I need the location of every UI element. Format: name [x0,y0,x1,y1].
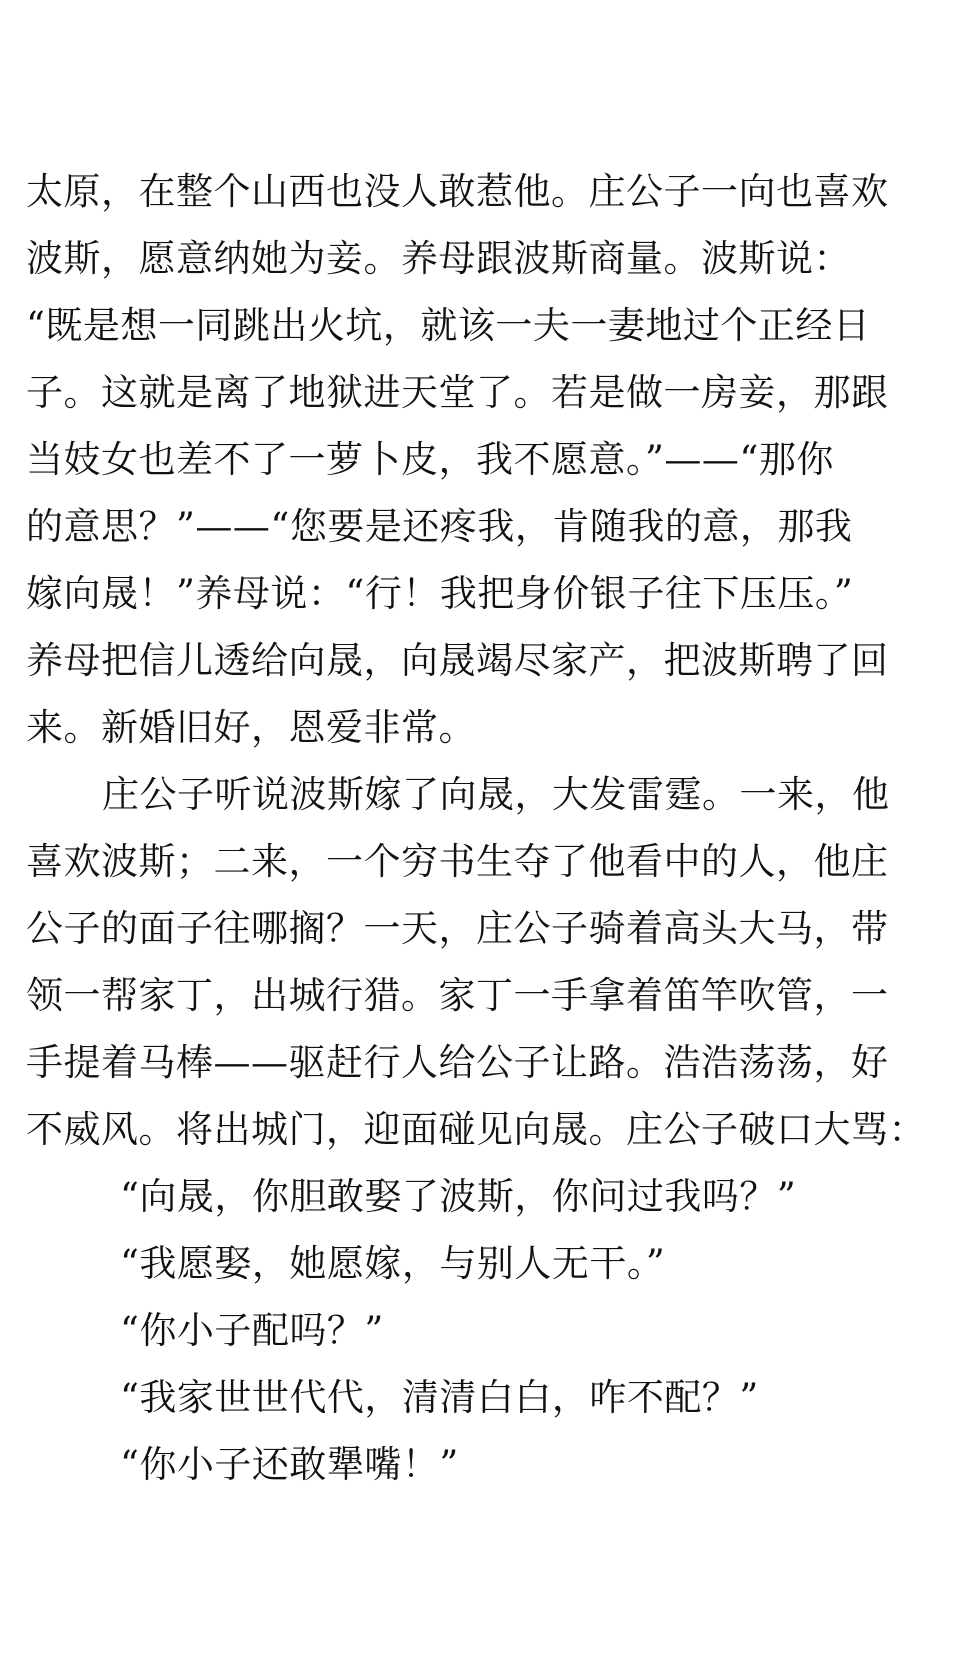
text-line: 领一帮家丁，出城行猎。家丁一手拿着笛竿吹管，一 [26,974,889,1017]
dialogue-line: “我家世世代代，清清白白，咋不配？” [120,1376,759,1419]
paragraph-first-line: 庄公子听说波斯嫁了向晟，大发雷霆。一来，他 [102,773,890,816]
text-line: 来。新婚旧好，恩爱非常。 [26,706,476,749]
text-line: 的意思？”——“您要是还疼我，肯随我的意，那我 [26,505,853,548]
text-line: 养母把信儿透给向晟，向晟竭尽家产，把波斯聘了回 [26,639,889,682]
text-line: 手提着马棒——驱赶行人给公子让路。浩浩荡荡，好 [26,1041,889,1084]
text-line: 当妓女也差不了一萝卜皮，我不愿意。”——“那你 [26,438,834,481]
text-line: 太原，在整个山西也没人敢惹他。庄公子一向也喜欢 [26,170,889,213]
text-line: 不威风。将出城门，迎面碰见向晟。庄公子破口大骂： [26,1108,926,1151]
text-block [26,158,946,1498]
text-line: 波斯，愿意纳她为妾。养母跟波斯商量。波斯说： [26,237,851,280]
dialogue-line: “你小子配吗？” [120,1309,384,1352]
text-line: “既是想一同跳出火坑，就该一夫一妻地过个正经日 [26,304,871,347]
dialogue-line: “向晟，你胆敢娶了波斯，你问过我吗？” [120,1175,797,1218]
text-line: 公子的面子往哪搁？一天，庄公子骑着高头大马，带 [26,907,889,950]
dialogue-line: “你小子还敢犟嘴！” [120,1443,459,1486]
text-line: 嫁向晟！”养母说：“行！我把身价银子往下压压。” [26,572,854,615]
text-line: 子。这就是离了地狱进天堂了。若是做一房妾，那跟 [26,371,889,414]
text-line: 喜欢波斯；二来，一个穷书生夺了他看中的人，他庄 [26,840,889,883]
dialogue-line: “我愿娶，她愿嫁，与别人无干。” [120,1242,666,1285]
